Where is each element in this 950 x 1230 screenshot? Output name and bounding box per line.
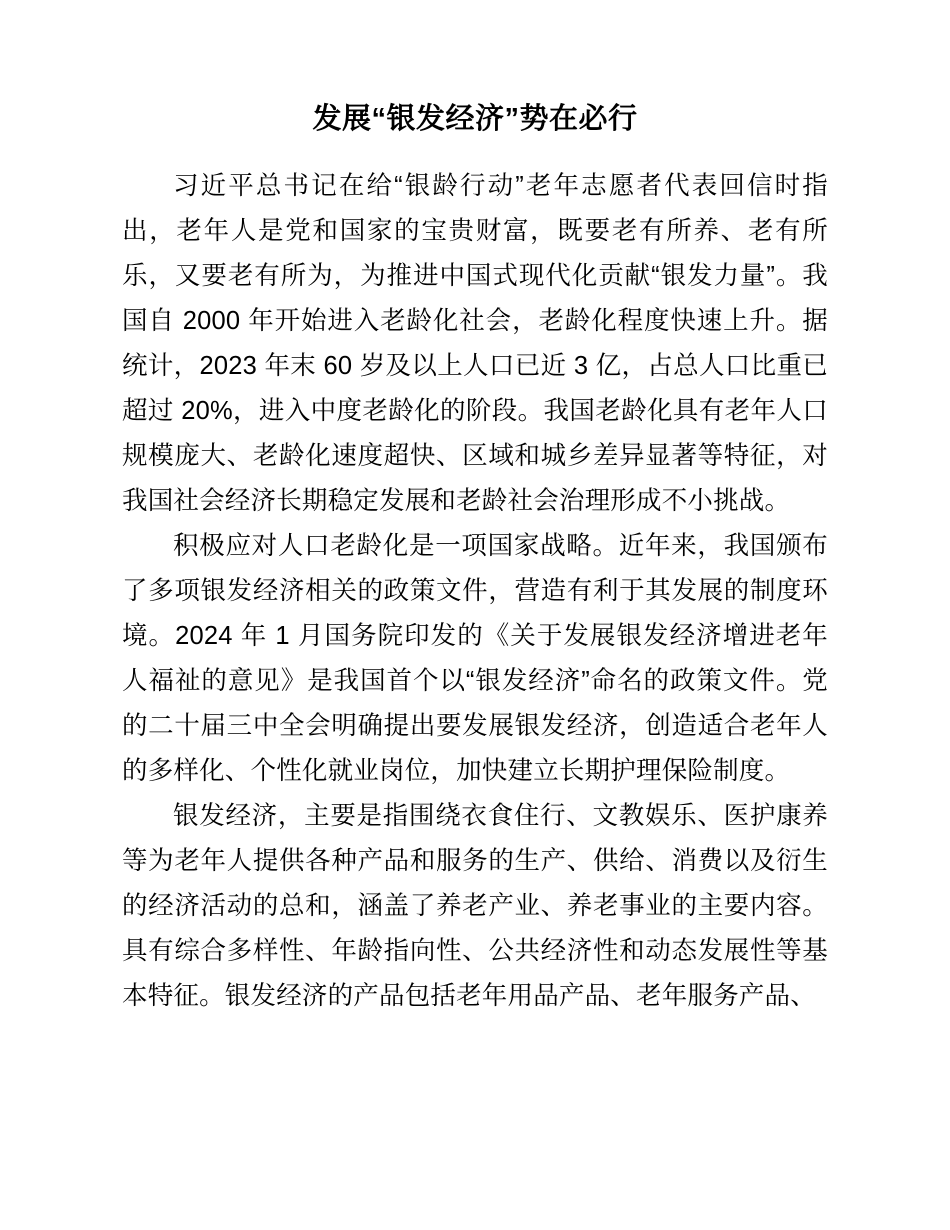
document-content xyxy=(122,96,828,1019)
page-title: 发展“银发经济”势在必行 xyxy=(312,103,638,135)
paragraph-2: 积极应对人口老龄化是一项国家战略。近年来，我国颁布了多项银发经济相关的政策文件，营造有利于其发展的制度环境。2024 年 1 月国务院印发的《关于发展银发经济增进老年人福祉的意见》是我国首个以“银发经济”命名的政策文件。党的二十届三中全会明确提出要发展银发经济，创造适合老年人的多样化、个性化就业岗位，加快建立长期护理保险制度。 xyxy=(122,532,828,785)
paragraph-3: 银发经济，主要是指围绕衣食住行、文教娱乐、医护康养等为老年人提供各种产品和服务的生产、供给、消费以及衍生的经济活动的总和，涵盖了养老产业、养老事业的主要内容。具有综合多样性、年龄指向性、公共经济性和动态发展性等基本特征。银发经济的产品包括老年用品产品、老年服务产品、 xyxy=(122,802,828,1010)
paragraph-1: 习近平总书记在给“银龄行动”老年志愿者代表回信时指出，老年人是党和国家的宝贵财富，既要老有所养、老有所乐，又要老有所为，为推进中国式现代化贡献“银发力量”。我国自 2000 年开始进入老龄化社会，老龄化程度快速上升。据统计，2023 年末 60 岁及以上人口已近 3 亿，占总人口比重已超过 20%，进入中度老龄化的阶段。我国老龄化具有老年人口规模庞大、老龄化速度超快、区域和城乡差异显著等特征，对我国社会经济长期稳定发展和老龄社会治理形成不小挑战。 xyxy=(122,172,828,515)
